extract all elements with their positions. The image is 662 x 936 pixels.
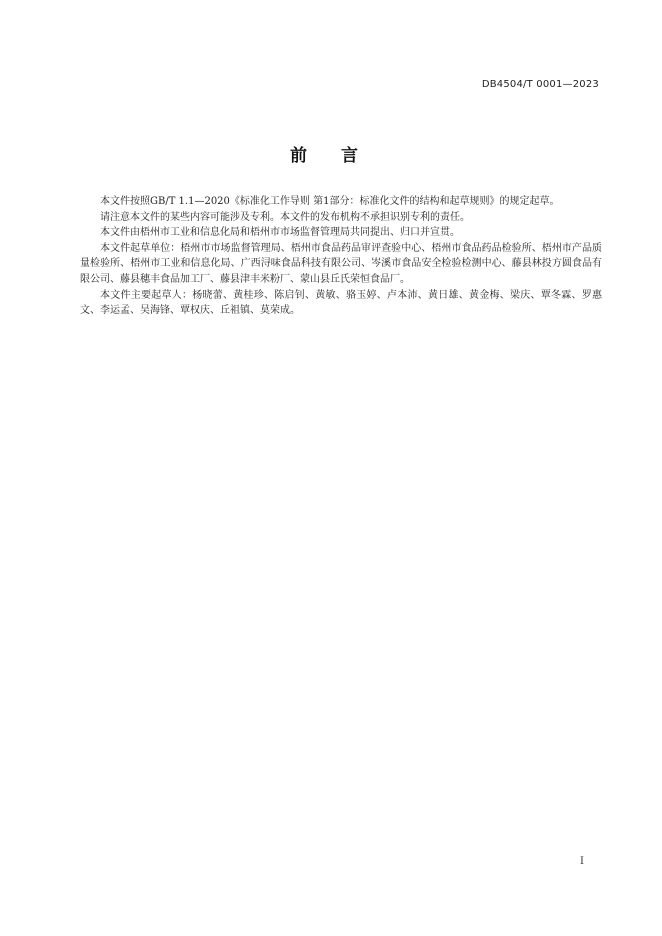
paragraph-drafting-rules: 本文件按照GB/T 1.1—2020《标准化工作导则 第1部分：标准化文件的结构和起草规则》的规定起草。: [100, 196, 560, 207]
page-number: I: [580, 856, 584, 867]
foreword-body: [80, 194, 602, 319]
page-title: 前 言: [290, 146, 372, 166]
document-code: DB4504/T 0001—2023: [481, 79, 599, 90]
paragraph-proposers: 本文件由梧州市工业和信息化局和梧州市市场监督管理局共同提出、归口并宣贯。: [100, 227, 460, 239]
paragraph-patent-notice: 请注意本文件的某些内容可能涉及专利。本文件的发布机构不承担识别专利的责任。: [100, 211, 470, 223]
paragraph-main-drafters: 本文件主要起草人：杨晓蕾、黄桂珍、陈启钊、黄敏、骆玉婷、卢本沛、黄日雄、黄金梅、梁庆、覃冬霖、罗惠文、李运孟、吴海锋、覃权庆、丘祖镇、莫荣成。: [80, 289, 602, 317]
paragraph-drafting-units: 本文件起草单位：梧州市市场监督管理局、梧州市食品药品审评查验中心、梧州市食品药品检验所、梧州市产品质量检验所、梧州市工业和信息化局、广西浔味食品科技有限公司、岑溪市食品安全检验检测中心、藤县林投方圆食品有限公司、藤县穗丰食品加工厂、藤县津丰米粉厂、蒙山县丘氏荣恒食品厂。: [80, 242, 602, 285]
